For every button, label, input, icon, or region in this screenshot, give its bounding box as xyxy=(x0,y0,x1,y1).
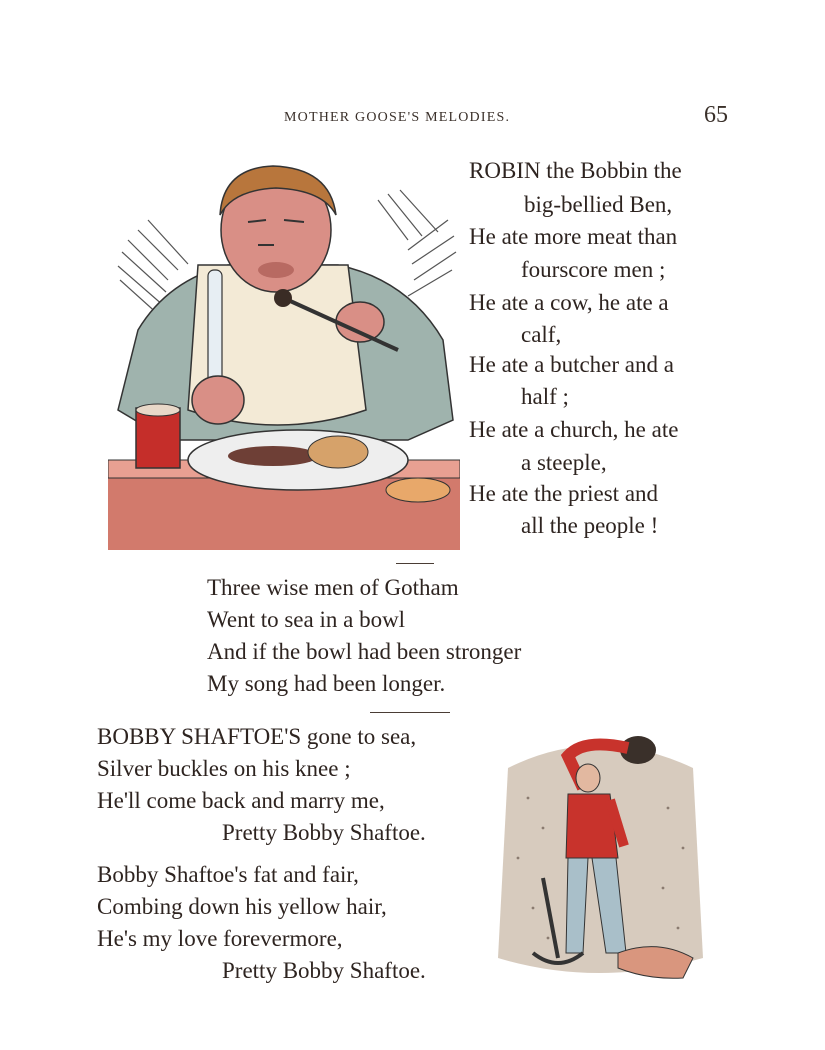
verse-line: He ate the priest and xyxy=(469,481,659,506)
verse-line: And if the bowl had been stronger xyxy=(207,639,522,664)
verse-line: Went to sea in a bowl xyxy=(207,607,406,632)
verse-line: Three wise men of Gotham xyxy=(207,575,459,600)
verse-line: He ate a church, he ate xyxy=(469,417,679,442)
verse-line: calf, xyxy=(521,322,562,347)
verse-line: Pretty Bobby Shaftoe. xyxy=(222,958,426,983)
verse-line: BOBBY SHAFTOE'S gone to sea, xyxy=(97,724,417,749)
verse-line: a steeple, xyxy=(521,450,607,475)
verse-line: He's my love forevermore, xyxy=(97,926,343,951)
verse-line: big-bellied Ben, xyxy=(524,192,673,217)
running-title: MOTHER GOOSE'S MELODIES. xyxy=(284,110,511,125)
glutton-eating-picture xyxy=(108,160,460,560)
bobby-shaftoe-illustration xyxy=(488,728,713,988)
page-number: 65 xyxy=(704,102,728,128)
verse-line: He'll come back and marry me, xyxy=(97,788,385,813)
verse-line: half ; xyxy=(521,384,569,409)
verse-line: Silver buckles on his knee ; xyxy=(97,756,351,781)
verse-line: Bobby Shaftoe's fat and fair, xyxy=(97,862,359,887)
verse-line: ROBIN the Bobbin the xyxy=(469,158,682,183)
section-divider xyxy=(370,712,450,713)
sailor-picture xyxy=(488,728,713,988)
verse-line: He ate more meat than xyxy=(469,224,678,249)
robin-bobbin-illustration xyxy=(108,160,460,560)
verse-line: Combing down his yellow hair, xyxy=(97,894,387,919)
verse-line: He ate a butcher and a xyxy=(469,352,674,377)
section-divider xyxy=(396,563,434,564)
verse-line: Pretty Bobby Shaftoe. xyxy=(222,820,426,845)
verse-line: My song had been longer. xyxy=(207,671,446,696)
verse-line: fourscore men ; xyxy=(521,257,666,282)
verse-line: all the people ! xyxy=(521,513,659,538)
verse-line: He ate a cow, he ate a xyxy=(469,290,669,315)
